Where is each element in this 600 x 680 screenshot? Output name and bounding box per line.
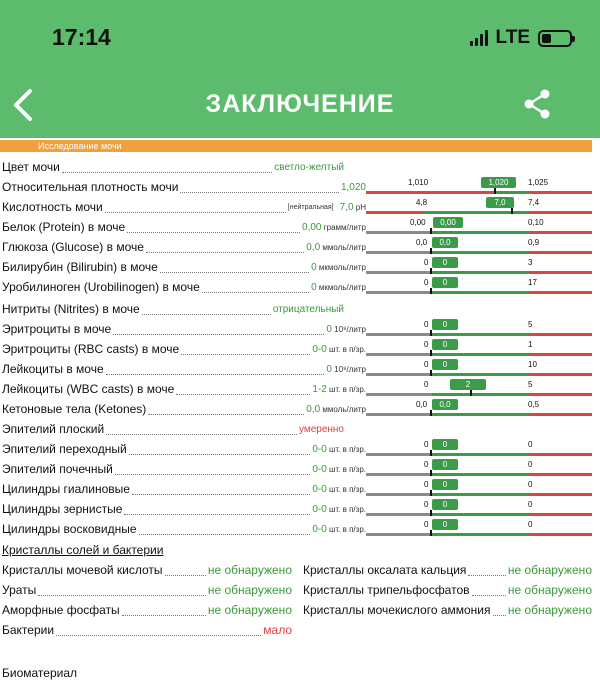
status-icons bbox=[470, 27, 572, 49]
crystal-row[interactable] bbox=[2, 583, 292, 603]
result-value bbox=[340, 202, 366, 213]
scale-min-label: 0 bbox=[424, 440, 429, 449]
scale-max-label: 0,9 bbox=[528, 238, 540, 247]
scale-max-label: 7,4 bbox=[528, 198, 540, 207]
scale-high-bar bbox=[529, 211, 592, 214]
result-value bbox=[312, 344, 366, 355]
scale-high-bar bbox=[529, 513, 592, 516]
current-value-pill: 2 bbox=[450, 379, 486, 390]
scale-max-label: 0 bbox=[528, 460, 533, 469]
result-value bbox=[299, 424, 344, 435]
scale-normal-bar bbox=[432, 231, 529, 234]
result-value-text: 0-0 bbox=[312, 504, 327, 515]
result-row[interactable] bbox=[0, 257, 600, 277]
result-value-text: 0,0 bbox=[306, 242, 321, 253]
result-unit: шт. в п/зр. bbox=[326, 385, 366, 394]
crystal-row[interactable] bbox=[2, 563, 292, 583]
current-value-pill: 0 bbox=[432, 359, 458, 370]
dotted-leader bbox=[472, 595, 506, 596]
reference-scale bbox=[366, 499, 592, 519]
current-value-pill: 0 bbox=[432, 499, 458, 510]
scale-max-label: 10 bbox=[528, 360, 537, 369]
scale-max-label: 0 bbox=[528, 500, 533, 509]
dotted-leader bbox=[124, 514, 310, 515]
current-value-pill: 0 bbox=[432, 257, 458, 268]
biomaterial-label: Биоматериал bbox=[2, 666, 77, 680]
result-value-text: 0 bbox=[326, 324, 332, 335]
result-unit: 10⁹/литр bbox=[331, 365, 366, 374]
result-unit: грамм/литр bbox=[321, 223, 366, 232]
scale-high-bar bbox=[529, 393, 592, 396]
crystal-value: не обнаружено bbox=[207, 583, 292, 597]
current-value-marker bbox=[430, 470, 432, 476]
reference-scale bbox=[366, 399, 592, 419]
result-value-text: 0,0 bbox=[306, 404, 321, 415]
result-value bbox=[341, 182, 366, 193]
current-value-pill: 0,00 bbox=[433, 217, 463, 228]
scale-high-bar bbox=[529, 353, 592, 356]
result-row[interactable] bbox=[0, 277, 600, 297]
result-unit: pH bbox=[353, 203, 366, 212]
scale-normal-bar bbox=[432, 493, 529, 496]
dotted-leader bbox=[38, 595, 206, 596]
result-row[interactable] bbox=[0, 197, 600, 217]
reference-scale bbox=[366, 519, 592, 539]
crystal-label: Кристаллы мочевой кислоты bbox=[2, 563, 163, 577]
scale-low-bar bbox=[366, 333, 432, 336]
result-unit: шт. в п/зр. bbox=[326, 525, 366, 534]
scale-normal-bar bbox=[432, 533, 529, 536]
result-value-text: 0-0 bbox=[312, 444, 327, 455]
current-value-pill: 0 bbox=[432, 459, 458, 470]
scale-low-bar bbox=[366, 413, 432, 416]
crystal-value: не обнаружено bbox=[207, 603, 292, 617]
scale-normal-bar bbox=[432, 271, 529, 274]
result-label: Кислотность мочи bbox=[2, 200, 103, 214]
scale-high-bar bbox=[529, 493, 592, 496]
result-value bbox=[312, 444, 366, 455]
result-unit: ммоль/литр bbox=[320, 243, 366, 252]
dotted-leader bbox=[148, 414, 304, 415]
crystal-value: мало bbox=[263, 623, 292, 637]
scale-low-bar bbox=[366, 473, 432, 476]
scale-low-bar bbox=[366, 453, 432, 456]
scale-high-bar bbox=[529, 291, 592, 294]
result-label: Уробилиноген (Urobilinogen) в моче bbox=[2, 280, 200, 294]
result-label: Цвет мочи bbox=[2, 160, 60, 174]
dotted-leader bbox=[115, 474, 310, 475]
reference-scale bbox=[366, 177, 592, 197]
reference-scale bbox=[366, 319, 592, 339]
result-row[interactable] bbox=[0, 359, 600, 379]
result-value bbox=[326, 324, 366, 335]
dotted-leader bbox=[139, 534, 311, 535]
dotted-leader bbox=[493, 615, 506, 616]
result-value-text: 1,020 bbox=[340, 182, 366, 193]
current-value-marker bbox=[430, 490, 432, 496]
dotted-leader bbox=[132, 494, 310, 495]
result-label: Цилиндры гиалиновые bbox=[2, 482, 130, 496]
current-value-marker bbox=[430, 288, 432, 294]
result-label: Эпителий плоский bbox=[2, 422, 105, 436]
crystal-label: Ураты bbox=[2, 583, 37, 597]
crystal-row[interactable] bbox=[2, 623, 292, 643]
scale-low-bar bbox=[366, 271, 432, 274]
crystals-heading: Кристаллы солей и бактерии bbox=[2, 543, 164, 557]
current-value-pill: 0 bbox=[432, 339, 458, 350]
result-unit: шт. в п/зр. bbox=[326, 445, 366, 454]
dotted-leader bbox=[106, 374, 325, 375]
result-label: Лейкоциты в моче bbox=[2, 362, 104, 376]
current-value-marker bbox=[430, 450, 432, 456]
scale-normal-bar bbox=[432, 251, 529, 254]
crystal-row[interactable] bbox=[303, 563, 592, 583]
scale-normal-bar bbox=[432, 333, 529, 336]
result-row[interactable] bbox=[0, 379, 600, 399]
result-value bbox=[306, 404, 366, 415]
reference-scale bbox=[366, 379, 592, 399]
current-value-marker bbox=[430, 248, 432, 254]
scale-high-bar bbox=[529, 453, 592, 456]
result-value bbox=[312, 504, 366, 515]
result-label: Белок (Protein) в моче bbox=[2, 220, 126, 234]
result-value-text: светло-желтый bbox=[274, 162, 344, 173]
result-row[interactable] bbox=[0, 217, 600, 237]
current-value-marker bbox=[430, 228, 432, 234]
scale-normal-bar bbox=[432, 393, 529, 396]
scale-min-label: 0 bbox=[424, 480, 429, 489]
scale-low-bar bbox=[366, 251, 432, 254]
crystal-label: Кристаллы мочекислого аммония bbox=[303, 603, 491, 617]
current-value-marker bbox=[430, 350, 432, 356]
result-row[interactable] bbox=[0, 459, 600, 479]
scale-min-label: 0 bbox=[424, 360, 429, 369]
scale-high-bar bbox=[529, 533, 592, 536]
scale-max-label: 0,5 bbox=[528, 400, 540, 409]
crystal-value: не обнаружено bbox=[207, 563, 292, 577]
result-row[interactable] bbox=[0, 177, 600, 197]
result-label: Глюкоза (Glucose) в моче bbox=[2, 240, 144, 254]
scale-normal-bar bbox=[432, 353, 529, 356]
current-value-marker bbox=[511, 208, 513, 214]
result-label: Цилиндры зернистые bbox=[2, 502, 123, 516]
dotted-leader bbox=[129, 454, 311, 455]
scale-min-label: 0 bbox=[424, 278, 429, 287]
dotted-leader bbox=[106, 434, 297, 435]
result-unit: шт. в п/зр. bbox=[326, 465, 366, 474]
result-value-text: 0 bbox=[311, 282, 317, 293]
result-label: Лейкоциты (WBC casts) в моче bbox=[2, 382, 175, 396]
result-value bbox=[312, 384, 366, 395]
result-label: Эпителий почечный bbox=[2, 462, 113, 476]
current-value-pill: 0 bbox=[432, 519, 458, 530]
result-value-text: 0,00 bbox=[302, 222, 322, 233]
result-label: Нитриты (Nitrites) в моче bbox=[2, 302, 140, 316]
result-label: Эпителий переходный bbox=[2, 442, 127, 456]
dotted-leader bbox=[146, 252, 304, 253]
result-value-text: 0 bbox=[311, 262, 317, 273]
scale-max-label: 0 bbox=[528, 520, 533, 529]
scale-normal-bar bbox=[432, 373, 529, 376]
dotted-leader bbox=[468, 575, 505, 576]
crystal-value: не обнаружено bbox=[507, 563, 592, 577]
result-row[interactable] bbox=[0, 519, 600, 539]
status-time: 17:14 bbox=[52, 24, 111, 50]
scale-low-bar bbox=[366, 373, 432, 376]
current-value-pill: 0 bbox=[432, 277, 458, 288]
result-value bbox=[306, 242, 366, 253]
scale-min-label: 0,0 bbox=[416, 400, 428, 409]
dotted-leader bbox=[122, 615, 206, 616]
current-value-pill: 0,0 bbox=[432, 399, 458, 410]
scale-normal-bar bbox=[432, 513, 529, 516]
scale-min-label: 0 bbox=[424, 500, 429, 509]
scale-high-bar bbox=[529, 333, 592, 336]
battery-icon bbox=[538, 30, 572, 47]
scale-normal-bar bbox=[423, 211, 529, 214]
result-unit: шт. в п/зр. bbox=[326, 505, 366, 514]
scale-min-label: 1,010 bbox=[408, 178, 429, 187]
result-unit: мкмоль/литр bbox=[316, 263, 366, 272]
result-value bbox=[311, 262, 366, 273]
dotted-leader bbox=[165, 575, 206, 576]
scale-low-bar bbox=[366, 191, 493, 194]
result-unit: шт. в п/зр. bbox=[326, 485, 366, 494]
result-unit: ммоль/литр bbox=[320, 405, 366, 414]
dotted-leader bbox=[62, 172, 272, 173]
result-value bbox=[312, 484, 366, 495]
result-row[interactable] bbox=[0, 299, 600, 319]
result-value-text: 0-0 bbox=[312, 344, 327, 355]
scale-low-bar bbox=[366, 493, 432, 496]
result-label: Эритроциты в моче bbox=[2, 322, 112, 336]
scale-normal-bar bbox=[432, 413, 529, 416]
scale-max-label: 1,025 bbox=[528, 178, 549, 187]
crystal-value: не обнаружено bbox=[507, 583, 592, 597]
result-note: [нейтральная] bbox=[287, 204, 334, 211]
section-header: Исследование мочи bbox=[0, 140, 592, 152]
reference-scale bbox=[366, 257, 592, 277]
dotted-leader bbox=[113, 334, 324, 335]
dotted-leader bbox=[202, 292, 309, 293]
scale-min-label: 0 bbox=[424, 258, 429, 267]
scale-max-label: 0 bbox=[528, 480, 533, 489]
dotted-leader bbox=[127, 232, 300, 233]
current-value-marker bbox=[430, 530, 432, 536]
reference-scale bbox=[366, 217, 592, 237]
scale-min-label: 0 bbox=[424, 320, 429, 329]
current-value-marker bbox=[430, 268, 432, 274]
result-row[interactable] bbox=[0, 479, 600, 499]
result-value-text: 7,0 bbox=[339, 202, 354, 213]
result-unit: шт. в п/зр. bbox=[326, 345, 366, 354]
result-row[interactable] bbox=[0, 319, 600, 339]
dotted-leader bbox=[142, 314, 271, 315]
scale-max-label: 1 bbox=[528, 340, 533, 349]
result-value-text: отрицательный bbox=[272, 304, 344, 315]
scale-min-label: 0 bbox=[424, 340, 429, 349]
current-value-marker bbox=[430, 370, 432, 376]
scale-low-bar bbox=[366, 393, 432, 396]
result-label: Относительная плотность мочи bbox=[2, 180, 179, 194]
crystal-label: Кристаллы трипельфосфатов bbox=[303, 583, 470, 597]
result-value-text: умеренно bbox=[298, 424, 344, 435]
scale-min-label: 0 bbox=[424, 520, 429, 529]
scale-max-label: 5 bbox=[528, 320, 533, 329]
reference-scale bbox=[366, 479, 592, 499]
current-value-pill: 0 bbox=[432, 479, 458, 490]
scale-low-bar bbox=[366, 231, 432, 234]
current-value-marker bbox=[470, 390, 472, 396]
crystal-label: Аморфные фосфаты bbox=[2, 603, 120, 617]
scale-high-bar bbox=[529, 271, 592, 274]
result-label: Эритроциты (RBC casts) в моче bbox=[2, 342, 180, 356]
result-row[interactable] bbox=[0, 157, 600, 177]
dotted-leader bbox=[180, 192, 339, 193]
result-row[interactable] bbox=[0, 339, 600, 359]
result-value-text: 0-0 bbox=[312, 484, 327, 495]
crystal-value: не обнаружено bbox=[507, 603, 592, 617]
scale-high-bar bbox=[529, 473, 592, 476]
reference-scale bbox=[366, 439, 592, 459]
scale-min-label: 4,8 bbox=[416, 198, 428, 207]
current-value-marker bbox=[430, 510, 432, 516]
current-value-pill: 0 bbox=[432, 319, 458, 330]
result-value bbox=[312, 464, 366, 475]
scale-high-bar bbox=[529, 231, 592, 234]
result-value bbox=[274, 162, 344, 173]
scale-normal-bar bbox=[493, 191, 529, 194]
result-label: Цилиндры восковидные bbox=[2, 522, 137, 536]
crystal-row[interactable] bbox=[2, 603, 292, 623]
current-value-pill: 0 bbox=[432, 439, 458, 450]
current-value-pill: 7,0 bbox=[486, 197, 514, 208]
scale-high-bar bbox=[529, 251, 592, 254]
scale-normal-bar bbox=[432, 453, 529, 456]
reference-scale bbox=[366, 197, 592, 217]
result-value bbox=[273, 304, 344, 315]
current-value-marker bbox=[430, 410, 432, 416]
network-type: LTE bbox=[495, 27, 530, 48]
current-value-marker bbox=[430, 330, 432, 336]
result-row[interactable] bbox=[0, 399, 600, 419]
result-value bbox=[311, 282, 366, 293]
crystal-label: Кристаллы оксалата кальция bbox=[303, 563, 467, 577]
result-value bbox=[326, 364, 366, 375]
scale-low-bar bbox=[366, 533, 432, 536]
dotted-leader bbox=[176, 394, 310, 395]
result-row[interactable] bbox=[0, 419, 600, 439]
scale-low-bar bbox=[366, 211, 423, 214]
reference-scale bbox=[366, 339, 592, 359]
scale-max-label: 5 bbox=[528, 380, 533, 389]
result-value bbox=[312, 524, 366, 535]
scale-high-bar bbox=[529, 191, 592, 194]
result-row[interactable] bbox=[0, 439, 600, 459]
scale-normal-bar bbox=[432, 473, 529, 476]
reference-scale bbox=[366, 459, 592, 479]
dotted-leader bbox=[160, 272, 309, 273]
reference-scale bbox=[366, 359, 592, 379]
page-title: ЗАКЛЮЧЕНИЕ bbox=[205, 90, 395, 118]
scale-min-label: 0,0 bbox=[416, 238, 428, 247]
result-unit: 10⁹/литр bbox=[331, 325, 366, 334]
crystal-row[interactable] bbox=[303, 583, 592, 603]
scale-normal-bar bbox=[432, 291, 529, 294]
result-label: Билирубин (Bilirubin) в моче bbox=[2, 260, 158, 274]
current-value-pill: 1,020 bbox=[481, 177, 516, 188]
result-value-text: 1-2 bbox=[312, 384, 327, 395]
scale-min-label: 0,00 bbox=[410, 218, 426, 227]
scale-min-label: 0 bbox=[424, 460, 429, 469]
scale-low-bar bbox=[366, 513, 432, 516]
dotted-leader bbox=[105, 212, 286, 213]
scale-min-label: 0 bbox=[424, 380, 429, 389]
scale-low-bar bbox=[366, 353, 432, 356]
reference-scale bbox=[366, 277, 592, 297]
scale-max-label: 3 bbox=[528, 258, 533, 267]
result-value-text: 0-0 bbox=[312, 464, 327, 475]
scale-low-bar bbox=[366, 291, 432, 294]
scale-max-label: 17 bbox=[528, 278, 537, 287]
result-value-text: 0 bbox=[326, 364, 332, 375]
result-value bbox=[302, 222, 366, 233]
scale-high-bar bbox=[529, 373, 592, 376]
dotted-leader bbox=[56, 635, 261, 636]
current-value-pill: 0,0 bbox=[432, 237, 458, 248]
reference-scale bbox=[366, 237, 592, 257]
crystal-row[interactable] bbox=[303, 603, 592, 623]
current-value-marker bbox=[494, 188, 496, 194]
app-header bbox=[0, 0, 600, 138]
result-unit: мкмоль/литр bbox=[316, 283, 366, 292]
signal-icon bbox=[470, 30, 488, 46]
result-row[interactable] bbox=[0, 237, 600, 257]
scale-high-bar bbox=[529, 413, 592, 416]
scale-max-label: 0 bbox=[528, 440, 533, 449]
result-row[interactable] bbox=[0, 499, 600, 519]
result-value-text: 0-0 bbox=[312, 524, 327, 535]
crystal-label: Бактерии bbox=[2, 623, 55, 637]
share-icon[interactable] bbox=[522, 88, 552, 120]
result-label: Кетоновые тела (Ketones) bbox=[2, 402, 147, 416]
scale-max-label: 0,10 bbox=[528, 218, 544, 227]
dotted-leader bbox=[181, 354, 310, 355]
